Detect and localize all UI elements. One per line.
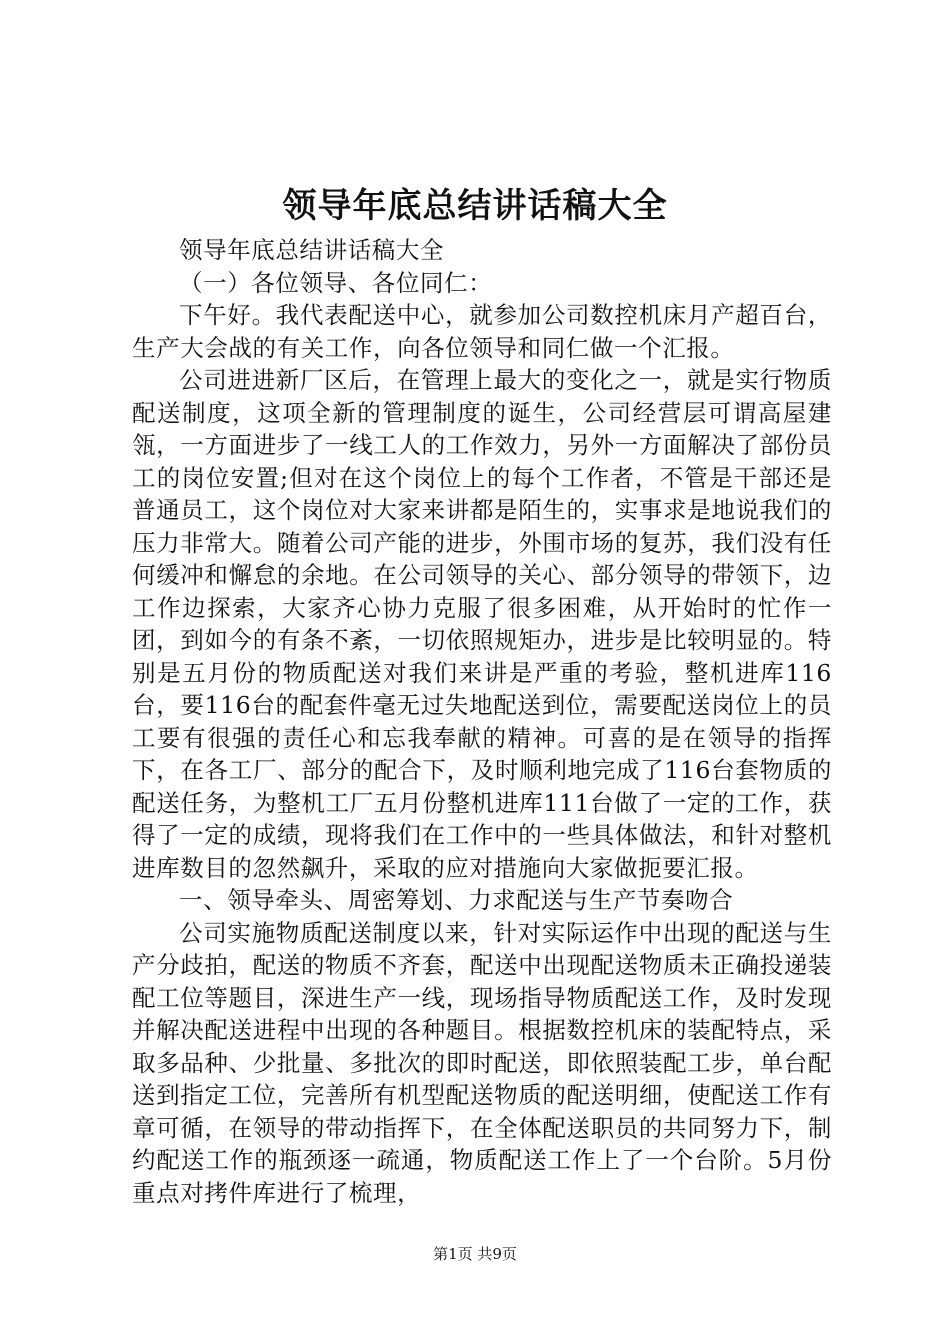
paragraph: （一）各位领导、各位同仁： (179, 268, 493, 297)
page-number: 第1页 共9页 (433, 1245, 517, 1263)
paragraph: 下午好。我代表配送中心，就参加公司数控机床月产超百台，生产大会战的有关工作，向各位领导和同仁做一个汇报。 (132, 301, 832, 362)
paragraph: 公司进进新厂区后，在管理上最大的变化之一，就是实行物质配送制度，这项全新的管理制度的诞生，公司经营层可谓高屋建瓴，一方面进步了一线工人的工作效力，另外一方面解决了部份员工的岗位安置;但对在这个岗位上的每个工作者，不管是干部还是普通员工，这个岗位对大家来讲都是陌生的，实事求是地说我们的压力非常大。随着公司产能的进步，外围市场的复苏，我们没有任何缓冲和懈怠的余地。在公司领导的关心、部分领导的带领下，边工作边探索，大家齐心协力克服了很多困难，从开始时的忙作一团，到如今的有条不紊，一切依照规矩办，进步是比较明显的。特别是五月份的物质配送对我们来讲是严重的考验，整机进库116台，要116台的配套件毫无过失地配送到位，需要配送岗位上的员工要有很强的责任心和忘我奉献的精神。可喜的是在领导的指挥下，在各工厂、部分的配合下，及时顺利地完成了116台套物质的配送任务，为整机工厂五月份整机进库111台做了一定的工作，获得了一定的成绩，现将我们在工作中的一些具体做法，和针对整机进库数目的忽然飙升，采取的应对措施向大家做扼要汇报。 (132, 366, 832, 882)
section-heading: 一、领导牵头、周密筹划、力求配送与生产节奏吻合 (179, 886, 734, 914)
document-body (132, 234, 832, 1209)
paragraph: 公司实施物质配送制度以来，针对实际运作中出现的配送与生产分歧拍，配送的物质不齐套，配送中出现配送物质未正确投递装配工位等题目，深进生产一线，现场指导物质配送工作，及时发现并解决配送进程中出现的各种题目。根据数控机床的装配特点，采取多品种、少批量、多批次的即时配送，即依照装配工步，单台配送到指定工位，完善所有机型配送物质的配送明细，使配送工作有章可循，在领导的带动指挥下，在全体配送职员的共同努力下，制约配送工作的瓶颈逐一疏通，物质配送工作上了一个台阶。5月份重点对拷件库进行了梳理， (132, 918, 832, 1207)
document-title: 领导年底总结讲话稿大全 (282, 186, 668, 226)
paragraph: 领导年底总结讲话稿大全 (179, 236, 445, 264)
